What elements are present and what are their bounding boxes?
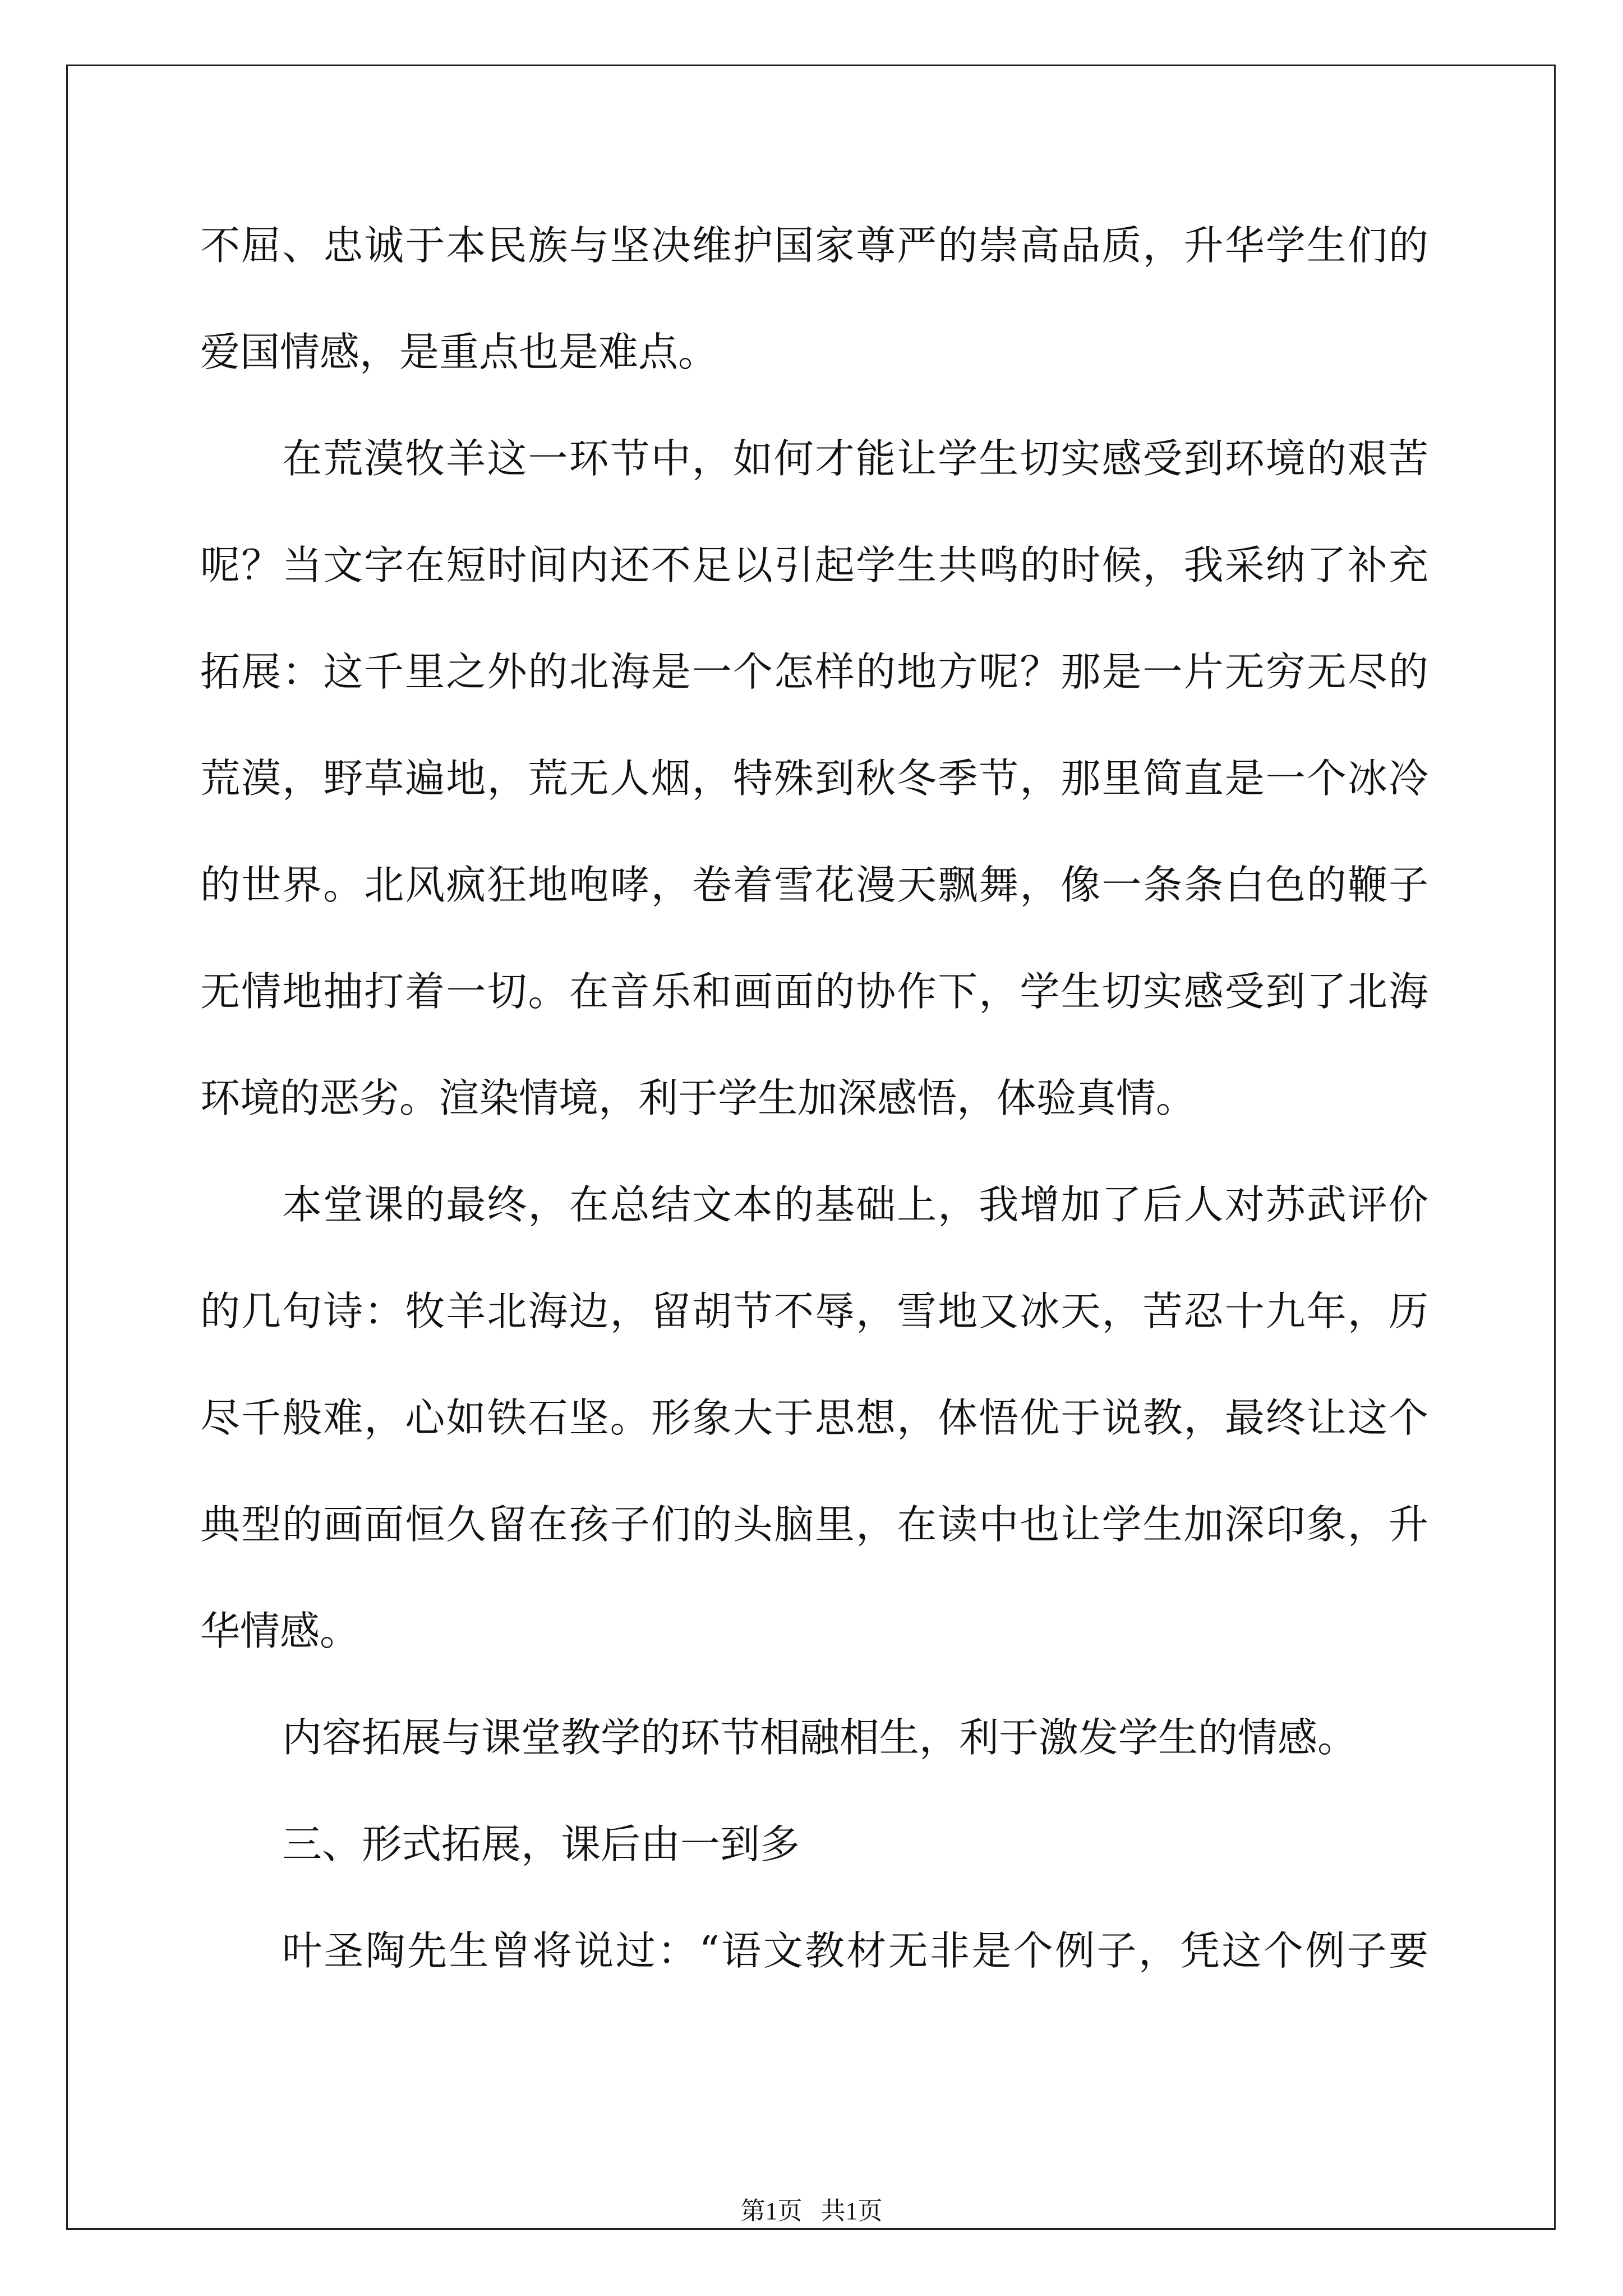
text-line: 不屈、忠诚于本民族与坚决维护国家尊严的崇高品质，升华学生们的: [200, 222, 1428, 269]
text-line: 爱国情感，是重点也是难点。: [200, 329, 718, 375]
text-line: 叶圣陶先生曾将说过：“语文教材无非是个例子，凭这个例子要: [282, 1927, 1428, 1974]
text-line: 本堂课的最终，在总结文本的基础上，我增加了后人对苏武评价: [282, 1181, 1428, 1228]
text-line: 尽千般难，心如铁石坚。形象大于思想，体悟优于说教，最终让这个: [200, 1395, 1428, 1441]
text-line: 环境的恶劣。渲染情境，利于学生加深感悟，体验真情。: [200, 1075, 1196, 1121]
text-line: 无情地抽打着一切。在音乐和画面的协作下，学生切实感受到了北海: [200, 968, 1428, 1015]
text-line: 的世界。北风疯狂地咆哮，卷着雪花漫天飘舞，像一条条白色的鞭子: [200, 862, 1428, 908]
text-line: 的几句诗：牧羊北海边，留胡节不辱，雪地又冰天，苦忍十九年，历: [200, 1288, 1428, 1335]
text-line: 拓展：这千里之外的北海是一个怎样的地方呢？那是一片无穷无尽的: [200, 648, 1428, 695]
text-line: 荒漠，野草遍地，荒无人烟，特殊到秋冬季节，那里简直是一个冰冷: [200, 755, 1428, 802]
text-line: 呢？当文字在短时间内还不足以引起学生共鸣的时候，我采纳了补充: [200, 542, 1428, 588]
text-line: 在荒漠牧羊这一环节中，如何才能让学生切实感受到环境的艰苦: [282, 435, 1428, 482]
text-line: 华情感。: [200, 1608, 360, 1654]
section-heading: 三、形式拓展，课后由一到多: [282, 1821, 800, 1867]
page-number: 第1页 共1页: [740, 2197, 883, 2225]
page-footer: [0, 2191, 1623, 2226]
document-body: [200, 213, 1428, 2025]
text-line: 内容拓展与课堂教学的环节相融相生，利于激发学生的情感。: [282, 1714, 1358, 1761]
text-line: 典型的画面恒久留在孩子们的头脑里，在读中也让学生加深印象，升: [200, 1501, 1428, 1548]
